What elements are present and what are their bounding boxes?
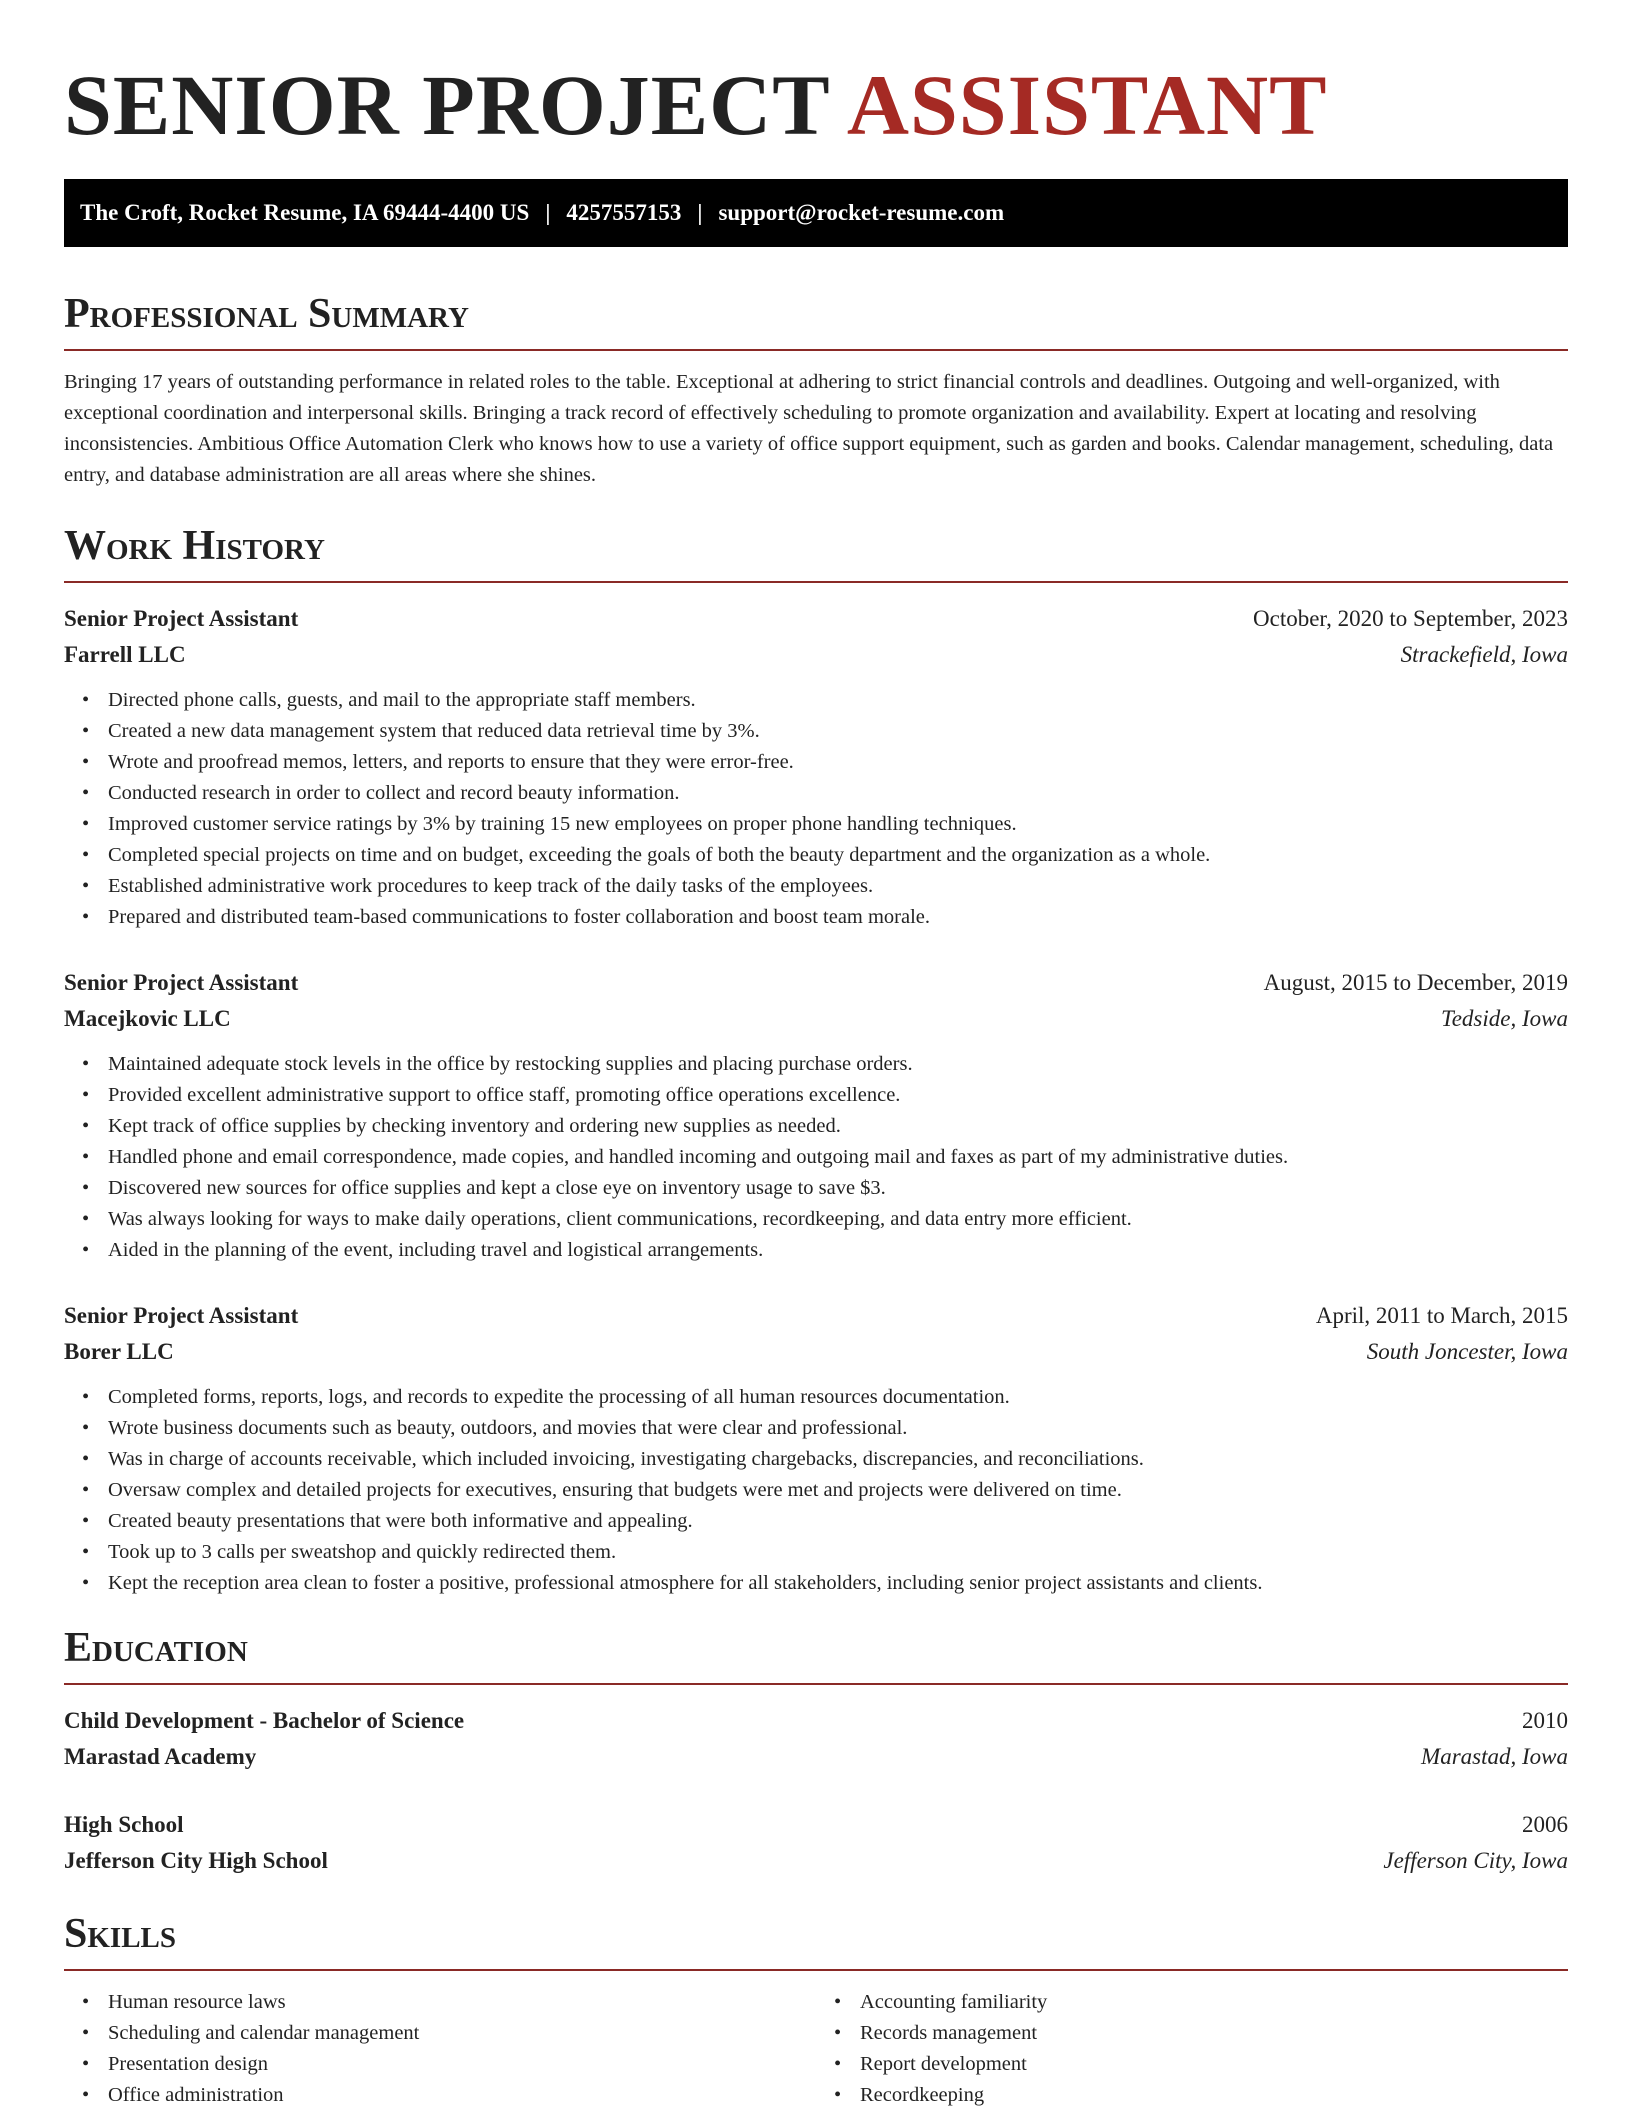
skill-text: Presentation design: [108, 2053, 268, 2076]
bullet-icon: •: [82, 1417, 90, 1440]
job-bullet-text: Conducted research in order to collect and record beauty information.: [108, 782, 680, 805]
job-entry: [64, 965, 1568, 1266]
bullet-icon: •: [82, 1572, 90, 1595]
education-school: Marastad Academy: [64, 1744, 257, 1770]
job-location: Strackefield, Iowa: [1400, 642, 1568, 668]
job-bullet-text: Prepared and distributed team-based communications to foster collaboration and boost team morale.: [108, 906, 931, 929]
job-bullet-text: Created a new data management system that reduced data retrieval time by 3%.: [108, 720, 760, 743]
list-item: [834, 2018, 1568, 2049]
list-item: [82, 1987, 816, 2018]
education-location: Jefferson City, Iowa: [1383, 1848, 1568, 1874]
contact-phone: 4257557153: [566, 200, 682, 226]
skill-text: Scheduling and calendar management: [108, 2022, 420, 2045]
job-company-row: [64, 1001, 1568, 1037]
job-bullet-text: Was in charge of accounts receivable, which included invoicing, investigating chargebacks, discrepancies, and reconciliations.: [108, 1448, 1144, 1471]
list-item: [834, 2049, 1568, 2080]
bullet-icon: •: [834, 2053, 842, 2076]
job-company: Borer LLC: [64, 1339, 174, 1365]
job-entry: [64, 601, 1568, 933]
bullet-icon: •: [82, 720, 90, 743]
list-item: [82, 2018, 816, 2049]
skill-text: Report development: [860, 2053, 1027, 2076]
list-item: [82, 1413, 1568, 1444]
job-company-row: [64, 1334, 1568, 1370]
job-bullet-text: Discovered new sources for office supplies and kept a close eye on inventory usage to save $3.: [108, 1177, 886, 1200]
summary-heading: Professional Summary: [64, 293, 1568, 351]
summary-text: Bringing 17 years of outstanding performance in related roles to the table. Exceptional at adhering to strict financial controls and deadlines. Outgoing and well-organized, with exceptional coordination and interpersonal skills. Bringing a track record of effectively scheduling to promote organization and availability. Expert at locating and resolving inconsistencies. Ambitious Office Automation Clerk who knows how to use a variety of office support equipment, such as garden and books. Calendar management, scheduling, data entry, and database administration are all areas where she shines.: [64, 371, 1554, 487]
bullet-icon: •: [82, 1115, 90, 1138]
list-item: [82, 716, 1568, 747]
job-bullet-text: Completed forms, reports, logs, and records to expedite the processing of all human resources documentation.: [108, 1386, 1010, 1409]
education-school-row: [64, 1843, 1568, 1879]
job-bullet-text: Improved customer service ratings by 3% by training 15 new employees on proper phone handling techniques.: [108, 813, 1017, 836]
education-header-row: [64, 1807, 1568, 1843]
bullet-icon: •: [82, 1386, 90, 1409]
job-title: Senior Project Assistant: [64, 606, 299, 632]
skills-list: [64, 1987, 816, 2111]
bullet-icon: •: [82, 2022, 90, 2045]
list-item: [82, 1080, 1568, 1111]
list-item: [82, 1568, 1568, 1599]
job-bullet-text: Was always looking for ways to make daily operations, client communications, recordkeeping, and data entry more efficient.: [108, 1208, 1132, 1231]
job-bullet-text: Aided in the planning of the event, including travel and logistical arrangements.: [108, 1239, 764, 1262]
bullet-icon: •: [82, 1177, 90, 1200]
list-item: [82, 1382, 1568, 1413]
job-company: Farrell LLC: [64, 642, 186, 668]
skills-grid: [64, 1987, 1568, 2111]
list-item: [82, 902, 1568, 933]
job-location: Tedside, Iowa: [1441, 1006, 1568, 1032]
job-dates: October, 2020 to September, 2023: [1253, 606, 1568, 632]
job-title: Senior Project Assistant: [64, 1303, 299, 1329]
education-header-row: [64, 1703, 1568, 1739]
job-bullet-text: Oversaw complex and detailed projects for executives, ensuring that budgets were met and projects were delivered on time.: [108, 1479, 1122, 1502]
list-item: [82, 685, 1568, 716]
job-company-row: [64, 637, 1568, 673]
job-bullet-list: [64, 1382, 1568, 1599]
bullet-icon: •: [82, 2084, 90, 2107]
bullet-icon: •: [82, 689, 90, 712]
job-title: Senior Project Assistant: [64, 970, 299, 996]
job-bullet-list: [64, 685, 1568, 933]
job-bullet-text: Wrote and proofread memos, letters, and reports to ensure that they were error-free.: [108, 751, 794, 774]
list-item: [82, 840, 1568, 871]
work-history-heading: Work History: [64, 525, 1568, 583]
job-bullet-text: Completed special projects on time and on budget, exceeding the goals of both the beauty department and the organization as a whole.: [108, 844, 1211, 867]
education-entry: [64, 1703, 1568, 1775]
job-bullet-list: [64, 1049, 1568, 1266]
contact-separator: |: [697, 200, 703, 226]
bullet-icon: •: [82, 1239, 90, 1262]
list-item: [82, 871, 1568, 902]
list-item: [82, 809, 1568, 840]
list-item: [82, 747, 1568, 778]
job-bullet-text: Directed phone calls, guests, and mail to the appropriate staff members.: [108, 689, 696, 712]
job-header-row: [64, 1298, 1568, 1334]
list-item: [82, 1142, 1568, 1173]
job-bullet-text: Kept track of office supplies by checking inventory and ordering new supplies as needed.: [108, 1115, 841, 1138]
resume-title: [64, 54, 1568, 157]
bullet-icon: •: [82, 906, 90, 929]
skills-list: [816, 1987, 1568, 2111]
list-item: [834, 1987, 1568, 2018]
skill-text: Records management: [860, 2022, 1038, 2045]
bullet-icon: •: [82, 782, 90, 805]
contact-email: support@rocket-resume.com: [718, 200, 1005, 226]
list-item: [82, 1444, 1568, 1475]
job-dates: April, 2011 to March, 2015: [1315, 1303, 1568, 1329]
list-item: [82, 2049, 816, 2080]
bullet-icon: •: [82, 875, 90, 898]
bullet-icon: •: [834, 2084, 842, 2107]
job-header-row: [64, 965, 1568, 1001]
bullet-icon: •: [82, 1541, 90, 1564]
education-school: Jefferson City High School: [64, 1848, 328, 1874]
list-item: [82, 1204, 1568, 1235]
education-location: Marastad, Iowa: [1421, 1744, 1568, 1770]
list-item: [82, 1506, 1568, 1537]
bullet-icon: •: [82, 1991, 90, 2014]
list-item: [82, 1049, 1568, 1080]
summary-section: [64, 293, 1568, 491]
list-item: [82, 1173, 1568, 1204]
skill-text: Recordkeeping: [860, 2084, 985, 2107]
bullet-icon: •: [82, 1510, 90, 1533]
list-item: [82, 1537, 1568, 1568]
job-header-row: [64, 601, 1568, 637]
skill-text: Accounting familiarity: [860, 1991, 1048, 2014]
job-entry: [64, 1298, 1568, 1599]
bullet-icon: •: [82, 2053, 90, 2076]
bullet-icon: •: [82, 844, 90, 867]
list-item: [82, 2080, 816, 2111]
job-bullet-text: Wrote business documents such as beauty, outdoors, and movies that were clear and professional.: [108, 1417, 908, 1440]
bullet-icon: •: [834, 2022, 842, 2045]
education-degree: High School: [64, 1812, 184, 1838]
job-bullet-text: Handled phone and email correspondence, made copies, and handled incoming and outgoing mail and faxes as part of my administrative duties.: [108, 1146, 1289, 1169]
job-bullet-text: Provided excellent administrative support to office staff, promoting office operations excellence.: [108, 1084, 901, 1107]
list-item: [82, 1111, 1568, 1142]
education-heading: Education: [64, 1627, 1568, 1685]
skill-text: Office administration: [108, 2084, 284, 2107]
work-history-section: [64, 525, 1568, 1599]
bullet-icon: •: [82, 1479, 90, 1502]
education-year: 2006: [1522, 1812, 1568, 1838]
bullet-icon: •: [82, 1084, 90, 1107]
skills-section: [64, 1913, 1568, 2111]
education-entry: [64, 1807, 1568, 1879]
list-item: [82, 778, 1568, 809]
contact-bar: [64, 179, 1568, 247]
job-location: South Joncester, Iowa: [1366, 1339, 1568, 1365]
education-school-row: [64, 1739, 1568, 1775]
skill-text: Human resource laws: [108, 1991, 286, 2014]
list-item: [82, 1235, 1568, 1266]
list-item: [82, 1475, 1568, 1506]
job-bullet-text: Took up to 3 calls per sweatshop and quickly redirected them.: [108, 1541, 617, 1564]
bullet-icon: •: [82, 1053, 90, 1076]
bullet-icon: •: [834, 1991, 842, 2014]
job-bullet-text: Maintained adequate stock levels in the office by restocking supplies and placing purchase orders.: [108, 1053, 913, 1076]
job-dates: August, 2015 to December, 2019: [1263, 970, 1568, 996]
education-degree: Child Development - Bachelor of Science: [64, 1708, 465, 1734]
education-year: 2010: [1522, 1708, 1568, 1734]
bullet-icon: •: [82, 813, 90, 836]
list-item: [834, 2080, 1568, 2111]
title-main: SENIOR PROJECT: [64, 57, 830, 153]
contact-address: The Croft, Rocket Resume, IA 69444-4400 US: [80, 200, 530, 226]
bullet-icon: •: [82, 751, 90, 774]
bullet-icon: •: [82, 1448, 90, 1471]
skills-column-left: [64, 1987, 816, 2111]
title-accent: ASSISTANT: [846, 57, 1328, 153]
job-bullet-text: Established administrative work procedures to keep track of the daily tasks of the employees.: [108, 875, 874, 898]
bullet-icon: •: [82, 1146, 90, 1169]
contact-separator: |: [545, 200, 551, 226]
skills-column-right: [816, 1987, 1568, 2111]
bullet-icon: •: [82, 1208, 90, 1231]
education-section: [64, 1627, 1568, 1879]
job-company: Macejkovic LLC: [64, 1006, 231, 1032]
job-bullet-text: Kept the reception area clean to foster a positive, professional atmosphere for all stakeholders, including senior project assistants and clients.: [108, 1572, 1263, 1595]
job-bullet-text: Created beauty presentations that were both informative and appealing.: [108, 1510, 693, 1533]
skills-heading: Skills: [64, 1913, 1568, 1971]
